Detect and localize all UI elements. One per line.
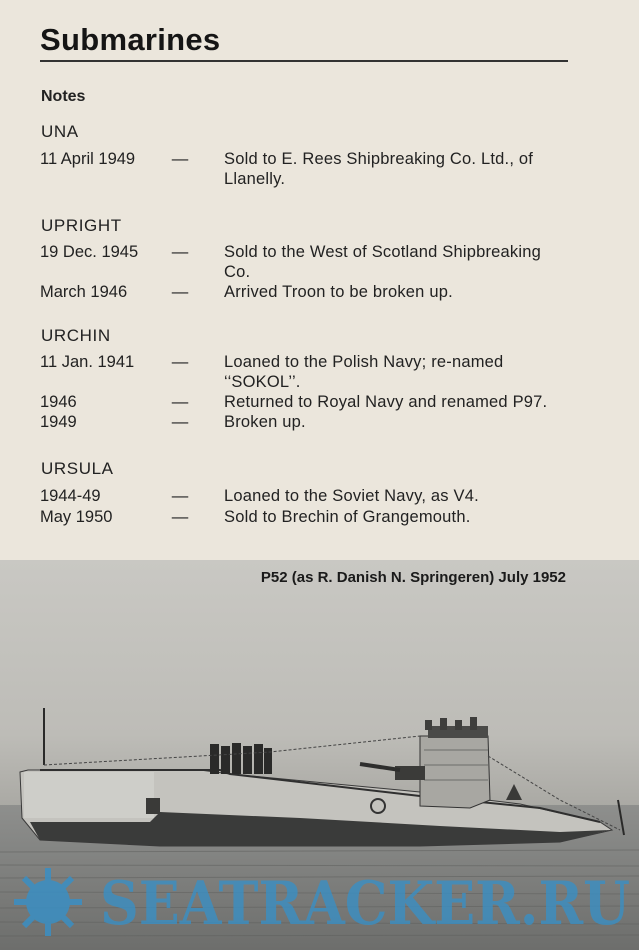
watermark-logo [0,862,639,942]
entry-date: 1949 [40,413,77,431]
entry-date: May 1950 [40,508,113,526]
entry-text: Loaned to the Soviet Navy, as V4. [224,487,479,505]
entry-date: 11 Jan. 1941 [40,353,135,371]
entry-text: Loaned to the Polish Navy; re-named ‘‘SOKOL’’. [224,353,504,391]
entry-text: Sold to E. Rees Shipbreaking Co. Ltd., of Llanelly. [224,150,534,188]
notes-heading: Notes [41,88,86,105]
entry-text: Sold to Brechin of Grangemouth. [224,508,471,526]
entry-dash: — [171,508,189,526]
entry-date: March 1946 [40,283,128,301]
entry-text: Returned to Royal Navy and renamed P97. [224,393,548,411]
entry-text: Sold to the West of Scotland Shipbreaking Co. [224,243,542,281]
entry-dash: — [171,487,189,505]
entry-dash: — [171,243,189,261]
photo-caption: P52 (as R. Danish N. Springeren) July 1952 [260,569,566,586]
section-name-upright: UPRIGHT [41,216,122,235]
page-title: Submarines [40,22,221,57]
entry-date: 1944-49 [40,487,101,505]
section-name-urchin: URCHIN [41,326,111,345]
entry-dash: — [171,393,189,411]
watermark-text: SEATRACKER.RU [100,869,630,939]
entry-dash: — [171,413,189,431]
section-name-una: UNA [41,122,79,141]
entry-dash: — [171,353,189,371]
entry-text: Arrived Troon to be broken up. [224,283,453,301]
section-name-ursula: URSULA [41,459,114,478]
entry-dash: — [171,283,189,301]
title-rule [40,60,568,62]
entry-date: 11 April 1949 [40,150,136,168]
entry-dash: — [171,150,189,168]
entry-date: 1946 [40,393,77,411]
entry-text: Broken up. [224,413,306,431]
entry-date: 19 Dec. 1945 [40,243,139,261]
